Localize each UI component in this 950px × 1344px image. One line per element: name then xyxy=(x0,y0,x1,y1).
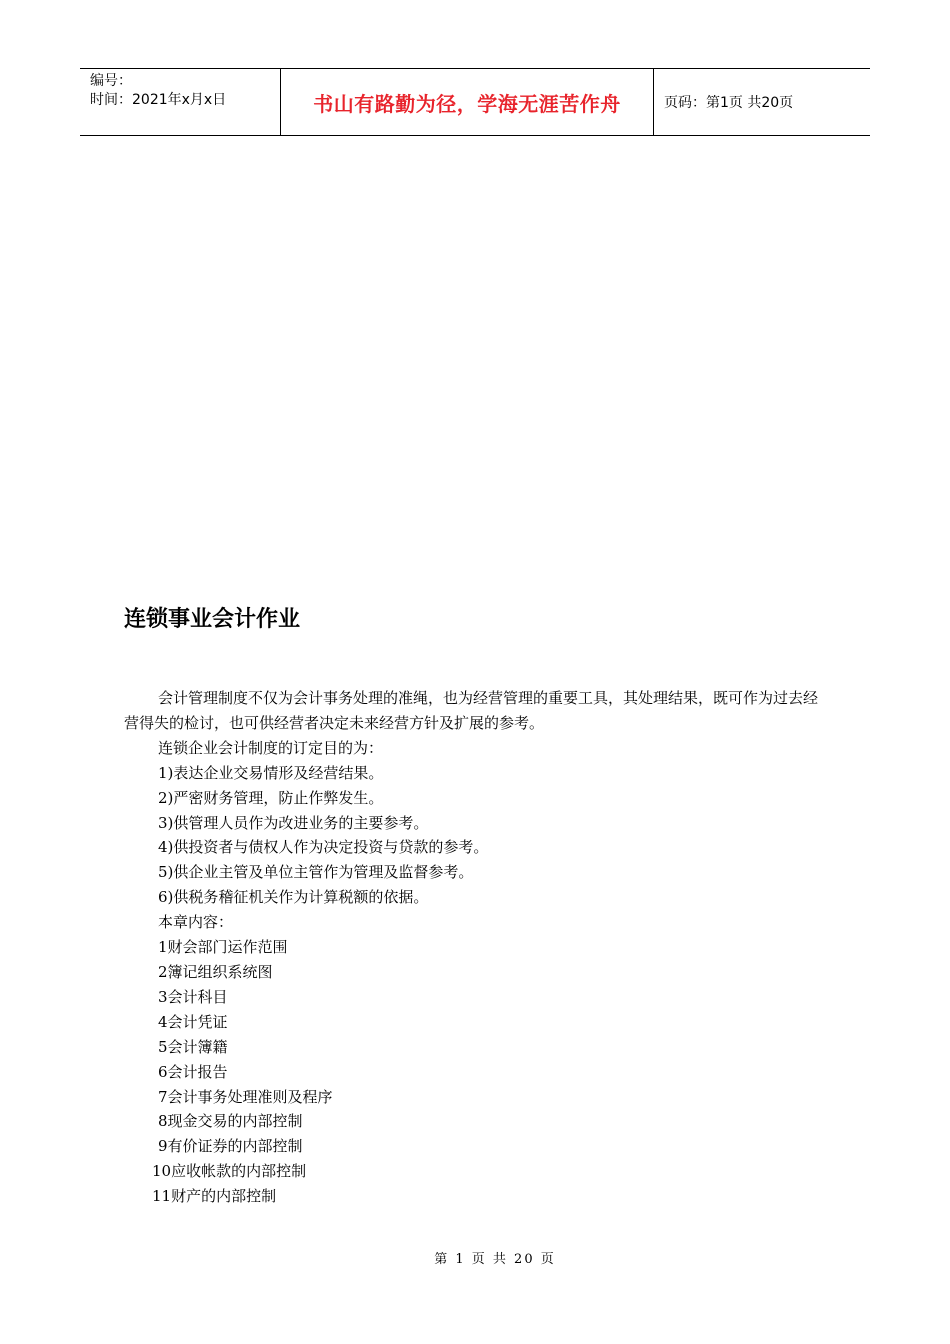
contents-item: 6会计报告 xyxy=(158,1062,228,1081)
intro-paragraph: 会计管理制度不仅为会计事务处理的准绳，也为经营管理的重要工具，其处理结果，既可作为过去经营得失的检讨，也可供经营者决定未来经营方针及扩展的参考。 xyxy=(124,689,819,732)
page-footer: 第 1 页 共 20 页 xyxy=(434,1252,556,1267)
purpose-item: 4)供投资者与债权人作为决定投资与贷款的参考。 xyxy=(158,838,489,857)
contents-item: 11财产的内部控制 xyxy=(152,1187,277,1206)
time-label: 时间：2021年x月x日 xyxy=(90,92,227,108)
header-meta xyxy=(80,69,281,135)
contents-item: 10应收帐款的内部控制 xyxy=(152,1162,307,1181)
purpose-item: 2)严密财务管理，防止作弊发生。 xyxy=(158,788,384,807)
contents-heading: 本章内容： xyxy=(158,913,234,932)
document-header xyxy=(80,68,870,136)
contents-item: 7会计事务处理准则及程序 xyxy=(158,1087,333,1106)
header-page-info: 页码：第1页 共20页 xyxy=(664,95,794,111)
purpose-item: 6)供税务稽征机关作为计算税额的依据。 xyxy=(158,888,429,907)
number-label: 编号： xyxy=(90,73,132,89)
contents-item: 5会计簿籍 xyxy=(158,1037,228,1056)
contents-item: 4会计凭证 xyxy=(158,1012,228,1031)
contents-item: 2簿记组织系统图 xyxy=(158,962,273,981)
document-title: 连锁事业会计作业 xyxy=(124,607,301,632)
purpose-heading: 连锁企业会计制度的订定目的为： xyxy=(158,738,384,757)
purpose-item: 3)供管理人员作为改进业务的主要参考。 xyxy=(158,813,429,832)
contents-item: 8现金交易的内部控制 xyxy=(158,1112,303,1131)
contents-item: 1财会部门运作范围 xyxy=(158,938,288,957)
purpose-item: 5)供企业主管及单位主管作为管理及监督参考。 xyxy=(158,863,474,882)
contents-item: 3会计科目 xyxy=(158,987,228,1006)
purpose-item: 1)表达企业交易情形及经营结果。 xyxy=(158,763,384,782)
document-body xyxy=(124,686,828,1209)
contents-item: 9有价证券的内部控制 xyxy=(158,1137,303,1156)
header-motto: 书山有路勤为径，学海无涯苦作舟 xyxy=(281,69,654,135)
